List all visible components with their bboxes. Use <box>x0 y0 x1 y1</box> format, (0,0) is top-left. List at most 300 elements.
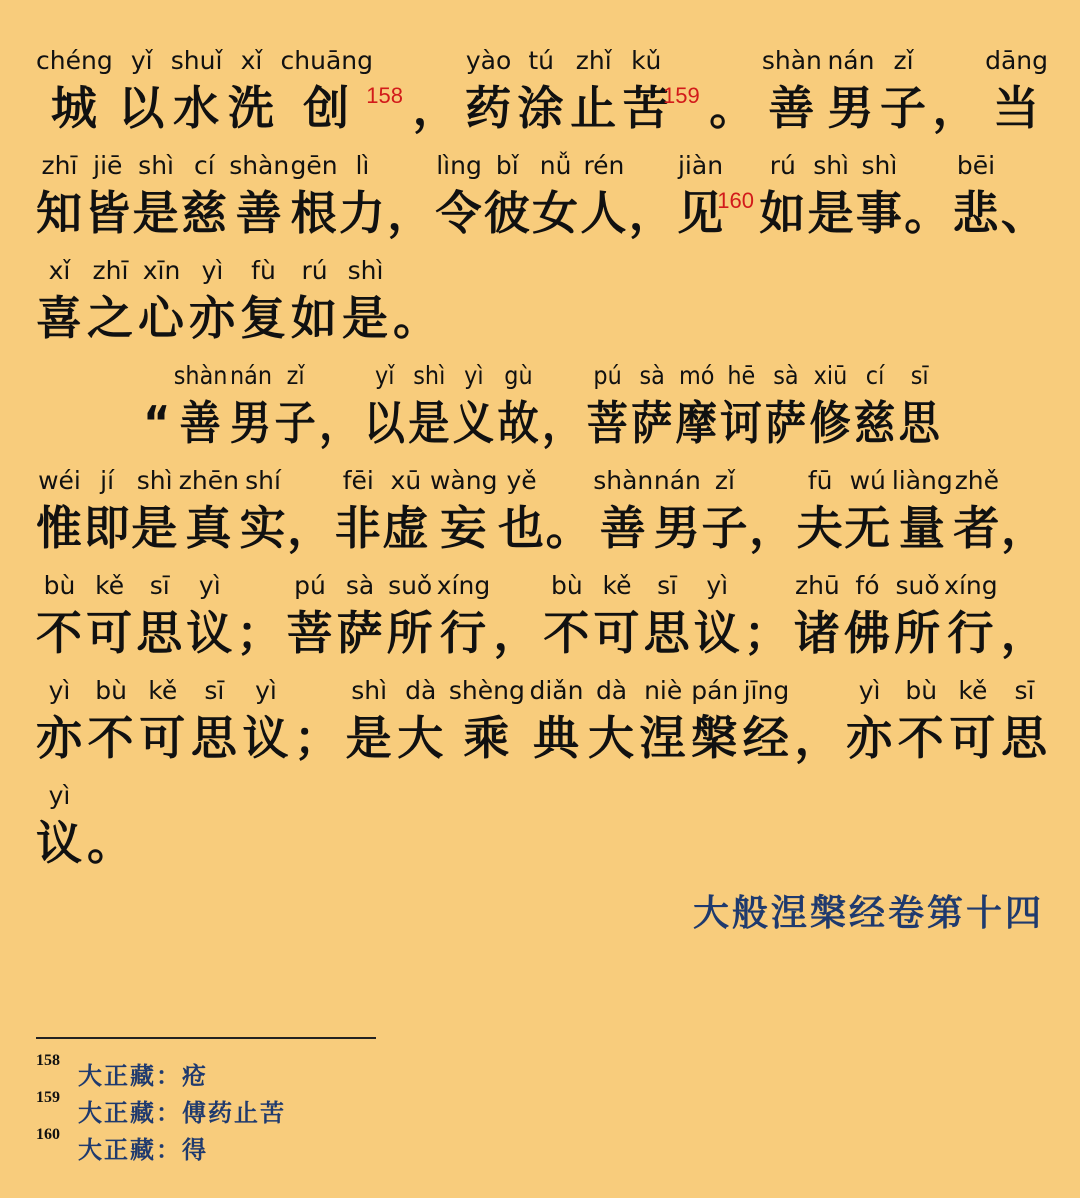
hanzi: 议 <box>693 606 741 660</box>
punctuation: 。 <box>545 501 593 555</box>
pinyin: sī <box>657 571 678 600</box>
punctuation: 。 <box>393 291 440 345</box>
pinyin: pán <box>691 676 739 705</box>
hanzi: 菩 <box>286 606 334 660</box>
ruby-character <box>36 572 83 666</box>
ruby-character <box>36 677 83 771</box>
footnote-item <box>36 1052 286 1089</box>
text-line <box>36 561 1048 666</box>
hanzi: 所 <box>894 606 942 660</box>
ruby-character <box>87 257 134 351</box>
pinyin: bù <box>905 676 938 705</box>
hanzi: 不 <box>543 606 591 660</box>
text-line <box>36 36 1048 141</box>
punctuation: 、 <box>1000 186 1048 240</box>
hanzi: 不 <box>897 711 945 765</box>
ruby-character <box>691 677 738 771</box>
hanzi: 菩 <box>586 396 629 450</box>
pinyin: yì <box>858 676 881 705</box>
pinyin: zhēn <box>178 466 239 495</box>
hanzi: 善 <box>179 396 222 450</box>
punctuation: ， <box>493 606 541 660</box>
ruby-character <box>795 677 842 771</box>
pinyin: shì <box>413 361 446 390</box>
pinyin: zhī <box>92 256 129 285</box>
hanzi: 也 <box>498 501 546 555</box>
ruby-character <box>542 362 584 456</box>
footnote-text: 大正藏：疮 <box>78 1061 208 1090</box>
hanzi: 诸 <box>793 606 841 660</box>
hanzi: 实 <box>239 501 287 555</box>
hanzi: 苦 <box>622 81 670 135</box>
ruby-character <box>291 152 338 246</box>
pinyin: bù <box>43 571 76 600</box>
hanzi: 药 <box>465 81 513 135</box>
volume-title: 大般涅槃经卷第十四 <box>692 892 1044 934</box>
pinyin: shì <box>136 466 173 495</box>
hanzi: 乘 <box>463 711 511 765</box>
ruby-character <box>131 467 178 561</box>
ruby-character <box>809 362 851 456</box>
pinyin: zǐ <box>714 466 735 495</box>
pinyin: liàng <box>891 466 953 495</box>
hanzi: 量 <box>898 501 946 555</box>
ruby-character <box>397 677 444 771</box>
ruby-character <box>294 677 341 771</box>
pinyin: shì <box>813 151 850 180</box>
ruby-character <box>230 362 272 456</box>
ruby-character <box>337 572 384 666</box>
pinyin: bù <box>551 571 583 600</box>
pinyin: tú <box>528 46 554 75</box>
footnote-item <box>36 1089 286 1126</box>
pinyin: shì <box>861 151 898 180</box>
ruby-character <box>904 152 951 246</box>
ruby-character <box>275 362 317 456</box>
ruby-character <box>640 677 687 771</box>
ruby-character <box>191 677 238 771</box>
pinyin: chuāng <box>280 46 374 75</box>
hanzi: 城 <box>50 81 98 135</box>
hanzi: 之 <box>87 291 134 345</box>
ruby-character <box>335 467 382 561</box>
pinyin: yào <box>465 46 512 75</box>
pinyin: wú <box>849 466 886 495</box>
ruby-character <box>676 362 718 456</box>
ruby-character <box>181 152 228 246</box>
ruby-character <box>286 572 333 666</box>
ruby-character <box>133 152 180 246</box>
pinyin: kě <box>95 571 125 600</box>
punctuation: ， <box>749 501 797 555</box>
ruby-character <box>844 467 891 561</box>
pinyin: gēn <box>290 151 338 180</box>
ruby-character <box>36 152 83 246</box>
hanzi: 萨 <box>764 396 807 450</box>
pinyin: yì <box>198 571 221 600</box>
text-line <box>36 141 1048 246</box>
ruby-character <box>87 782 134 876</box>
ruby-character <box>1001 572 1048 666</box>
hanzi: 见 <box>677 186 725 240</box>
pinyin: shàn <box>761 46 822 75</box>
footnote-text: 大正藏：得 <box>78 1135 208 1164</box>
ruby-character <box>587 362 629 456</box>
hanzi: 不 <box>36 606 83 660</box>
pinyin: yì <box>48 676 71 705</box>
ruby-character <box>529 677 583 771</box>
ruby-character <box>174 362 228 456</box>
pinyin: xū <box>390 466 422 495</box>
ruby-character <box>84 467 131 561</box>
hanzi: 以 <box>363 396 406 450</box>
ruby-character <box>413 47 460 141</box>
ruby-character <box>808 152 855 246</box>
ruby-character <box>339 152 386 246</box>
ruby-character <box>899 362 941 456</box>
hanzi: 议 <box>186 606 234 660</box>
text-line <box>36 246 1048 351</box>
hanzi: 亦 <box>846 711 894 765</box>
hanzi: 皆 <box>84 186 132 240</box>
hanzi: 妄 <box>440 501 488 555</box>
hanzi: 是 <box>408 396 451 450</box>
hanzi: 经 <box>742 711 790 765</box>
punctuation: ， <box>319 396 362 450</box>
ruby-character <box>449 677 525 771</box>
ruby-character <box>393 257 440 351</box>
ruby-character <box>387 152 434 246</box>
ruby-character <box>629 152 676 246</box>
pinyin: rén <box>583 151 625 180</box>
pinyin: zhǐ <box>575 46 612 75</box>
hanzi: 男 <box>827 81 875 135</box>
hanzi: 子 <box>274 396 317 450</box>
ruby-character <box>364 362 406 456</box>
ruby-character <box>892 467 953 561</box>
ruby-character <box>518 47 565 141</box>
hanzi: 根 <box>290 186 338 240</box>
hanzi: 真 <box>185 501 233 555</box>
punctuation: ， <box>287 501 335 555</box>
footnote-marker[interactable]: 159 <box>663 83 700 108</box>
pinyin: xiū <box>813 361 848 390</box>
punctuation: ； <box>743 606 791 660</box>
ruby-character <box>677 151 755 246</box>
hanzi: 男 <box>653 501 701 555</box>
pinyin: jiē <box>93 151 123 180</box>
punctuation: “ <box>143 396 172 450</box>
ruby-character <box>759 152 806 246</box>
footnote-text: 大正藏：傅药止苦 <box>78 1098 286 1127</box>
hanzi: 洗 <box>228 81 275 135</box>
ruby-character <box>346 677 393 771</box>
ruby-character <box>949 677 996 771</box>
ruby-character <box>84 152 131 246</box>
ruby-character <box>985 47 1048 141</box>
hanzi: 善 <box>235 186 283 240</box>
ruby-character <box>880 47 927 141</box>
pinyin: fēi <box>342 466 374 495</box>
hanzi: 是 <box>807 186 855 240</box>
pinyin: zhī <box>41 151 78 180</box>
hanzi: 议 <box>36 816 83 870</box>
ruby-character <box>118 47 165 141</box>
pinyin: jīng <box>743 676 790 705</box>
hanzi: 大 <box>588 711 636 765</box>
punctuation: ， <box>1000 606 1048 660</box>
hanzi: 是 <box>342 291 389 345</box>
hanzi: 如 <box>291 291 338 345</box>
hanzi: 可 <box>949 711 997 765</box>
hanzi: 萨 <box>336 606 384 660</box>
pinyin: diǎn <box>529 676 584 705</box>
ruby-character <box>644 572 691 666</box>
pinyin: shàn <box>593 466 654 495</box>
ruby-character <box>894 572 941 666</box>
ruby-character <box>493 572 540 666</box>
hanzi: 者 <box>953 501 1001 555</box>
hanzi: 惟 <box>36 501 83 555</box>
ruby-character <box>622 46 700 141</box>
pinyin: shí <box>245 466 281 495</box>
ruby-character <box>171 47 223 141</box>
hanzi: 修 <box>809 396 852 450</box>
ruby-character <box>944 572 997 666</box>
ruby-character <box>1001 152 1048 246</box>
pinyin: zhě <box>954 466 1000 495</box>
hanzi: 当 <box>993 81 1041 135</box>
pinyin: nán <box>653 466 701 495</box>
hanzi: 子 <box>701 501 749 555</box>
pinyin: cí <box>194 151 215 180</box>
pinyin: sà <box>345 571 375 600</box>
ruby-character <box>179 467 239 561</box>
pinyin: dāng <box>985 46 1048 75</box>
hanzi: 水 <box>173 81 221 135</box>
ruby-character <box>898 677 945 771</box>
ruby-character <box>844 572 891 666</box>
pinyin: zǐ <box>286 361 305 390</box>
pinyin: kě <box>958 676 988 705</box>
hanzi: 令 <box>435 186 483 240</box>
pinyin: kě <box>148 676 178 705</box>
pinyin: shì <box>138 151 174 180</box>
pinyin: fó <box>855 571 880 600</box>
ruby-character <box>532 152 579 246</box>
hanzi: 摩 <box>675 396 718 450</box>
hanzi: 慈 <box>180 186 228 240</box>
hanzi: 止 <box>570 81 618 135</box>
pinyin: yǐ <box>375 361 395 390</box>
hanzi: 人 <box>580 186 628 240</box>
hanzi: 槃 <box>691 711 739 765</box>
pinyin: zǐ <box>893 46 914 75</box>
hanzi: 心 <box>138 291 185 345</box>
ruby-character <box>382 467 429 561</box>
ruby-character <box>189 257 236 351</box>
ruby-character <box>709 47 756 141</box>
hanzi: 夫 <box>796 501 844 555</box>
hanzi: 亦 <box>36 711 83 765</box>
ruby-character <box>794 572 841 666</box>
hanzi: 思 <box>190 711 238 765</box>
pinyin: fū <box>807 466 833 495</box>
punctuation: ， <box>412 81 460 135</box>
hanzi: 大 <box>397 711 445 765</box>
ruby-character <box>36 47 113 141</box>
ruby-character <box>287 467 334 561</box>
punctuation: ； <box>236 606 284 660</box>
pinyin: yì <box>48 781 71 810</box>
hanzi: 悲 <box>952 186 1000 240</box>
pinyin: sī <box>910 361 929 390</box>
pinyin: nǚ <box>539 151 572 180</box>
hanzi: 佛 <box>843 606 891 660</box>
ruby-character <box>319 362 361 456</box>
ruby-character <box>588 677 635 771</box>
ruby-character <box>229 152 289 246</box>
ruby-character <box>88 677 135 771</box>
ruby-character <box>594 572 641 666</box>
ruby-character <box>749 467 796 561</box>
pinyin: yǐ <box>130 46 153 75</box>
hanzi: 善 <box>599 501 647 555</box>
ruby-character <box>762 47 822 141</box>
text-line <box>36 666 1048 771</box>
ruby-character <box>436 152 483 246</box>
hanzi: 行 <box>947 606 995 660</box>
hanzi: 典 <box>532 711 580 765</box>
pinyin: suǒ <box>388 571 433 600</box>
footnotes <box>36 1052 286 1163</box>
hanzi: 涂 <box>517 81 565 135</box>
ruby-character <box>291 257 338 351</box>
hanzi: 善 <box>768 81 816 135</box>
punctuation: ， <box>387 186 435 240</box>
ruby-character <box>484 152 531 246</box>
hanzi: 萨 <box>631 396 674 450</box>
pinyin: wàng <box>429 466 498 495</box>
ruby-character <box>631 362 673 456</box>
hanzi: 思 <box>136 606 184 660</box>
ruby-character <box>743 677 790 771</box>
pinyin: nán <box>229 361 273 390</box>
ruby-character <box>138 257 185 351</box>
ruby-character <box>543 572 590 666</box>
hanzi: 无 <box>844 501 892 555</box>
pinyin: dà <box>595 676 628 705</box>
punctuation: ， <box>542 396 585 450</box>
ruby-character <box>465 47 512 141</box>
hanzi: 事 <box>855 186 903 240</box>
ruby-character <box>827 47 874 141</box>
pinyin: rú <box>301 256 328 285</box>
ruby-character <box>846 677 893 771</box>
hanzi: 可 <box>139 711 187 765</box>
pinyin: kǔ <box>631 46 662 75</box>
hanzi: 知 <box>36 186 83 240</box>
ruby-character <box>580 152 627 246</box>
pinyin: nán <box>827 46 875 75</box>
hanzi: 如 <box>759 186 807 240</box>
hanzi: 喜 <box>36 291 83 345</box>
ruby-character <box>342 257 389 351</box>
pinyin: sī <box>204 676 225 705</box>
hanzi: 慈 <box>854 396 897 450</box>
hanzi: 彼 <box>483 186 531 240</box>
footnote-number: 159 <box>36 1089 60 1106</box>
ruby-character <box>765 362 807 456</box>
hanzi: 思 <box>1000 711 1048 765</box>
hanzi: 亦 <box>189 291 236 345</box>
hanzi: 创 <box>303 81 351 135</box>
punctuation: ， <box>628 186 676 240</box>
footnote-marker[interactable]: 160 <box>717 188 755 213</box>
ruby-character <box>228 47 275 141</box>
hanzi: 非 <box>334 501 382 555</box>
punctuation: ， <box>1000 501 1048 555</box>
ruby-character <box>36 467 83 561</box>
ruby-character <box>546 467 593 561</box>
ruby-character <box>186 572 233 666</box>
text-line <box>36 771 1048 876</box>
ruby-character <box>720 362 762 456</box>
hanzi: 所 <box>386 606 434 660</box>
pinyin: suǒ <box>895 571 940 600</box>
pinyin: wéi <box>38 466 81 495</box>
text-line <box>36 351 1048 456</box>
hanzi: 诃 <box>720 396 763 450</box>
hanzi: 行 <box>439 606 487 660</box>
ruby-character <box>280 46 404 141</box>
hanzi: 可 <box>86 606 134 660</box>
pinyin: zhū <box>794 571 840 600</box>
pinyin: sà <box>639 361 665 390</box>
punctuation: ， <box>932 81 980 135</box>
pinyin: shì <box>347 256 384 285</box>
footnote-number: 158 <box>36 1052 60 1069</box>
pinyin: bēi <box>956 151 996 180</box>
pinyin: mó <box>679 361 715 390</box>
pinyin: pú <box>294 571 326 600</box>
ruby-character <box>497 362 539 456</box>
punctuation: 。 <box>709 81 757 135</box>
ruby-character <box>953 152 1000 246</box>
pinyin: niè <box>644 676 683 705</box>
pinyin: xǐ <box>240 46 263 75</box>
footnote-number: 160 <box>36 1126 60 1143</box>
ruby-character <box>143 362 171 456</box>
hanzi: 是 <box>132 186 180 240</box>
hanzi: 不 <box>87 711 135 765</box>
pinyin: shì <box>351 676 388 705</box>
text-line <box>36 456 1048 561</box>
hanzi: 是 <box>131 501 179 555</box>
pinyin: gù <box>504 361 533 390</box>
pinyin: yì <box>201 256 224 285</box>
footnote-marker[interactable]: 158 <box>366 83 404 108</box>
pinyin: shàn <box>173 361 228 390</box>
pinyin: bù <box>95 676 127 705</box>
pinyin: kě <box>602 571 632 600</box>
ruby-character <box>953 467 1000 561</box>
ruby-character <box>139 677 186 771</box>
punctuation: ； <box>294 711 342 765</box>
ruby-character <box>408 362 450 456</box>
pinyin: sī <box>149 571 170 600</box>
hanzi: 涅 <box>639 711 687 765</box>
